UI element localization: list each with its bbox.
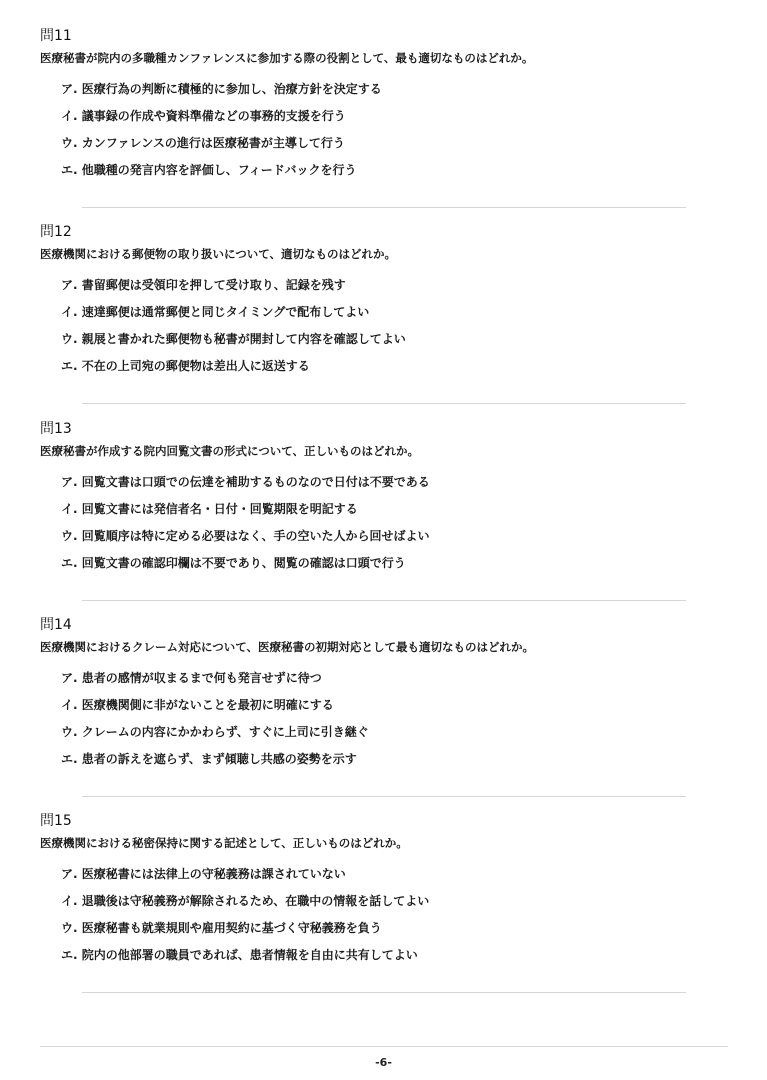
question-number: 問11: [40, 28, 72, 44]
option-a: ア. 回覧文書は口頭での伝達を補助するものなので日付は不要である: [61, 475, 430, 489]
option-e: エ. 院内の他部署の職員であれば、患者情報を自由に共有してよい: [61, 948, 418, 962]
option-a: ア. 医療行為の判断に積極的に参加し、治療方針を決定する: [61, 82, 382, 96]
option-i: イ. 議事録の作成や資料準備などの事務的支援を行う: [61, 109, 346, 123]
option-list: [40, 670, 730, 767]
question-11: [40, 27, 730, 178]
question-divider: [82, 207, 686, 208]
option-a: ア. 患者の感情が収まるまで何も発言せずに待つ: [61, 671, 322, 685]
option-i: イ. 退職後は守秘義務が解除されるため、在職中の情報を話してよい: [61, 894, 430, 908]
option-a: ア. 医療秘書には法律上の守秘義務は課されていない: [61, 867, 346, 881]
question-text: 医療秘書が院内の多職種カンファレンスに参加する際の役割として、最も適切なものはどれか。: [40, 51, 534, 65]
question-number: 問13: [40, 421, 72, 437]
option-u: ウ. クレームの内容にかかわらず、すぐに上司に引き継ぐ: [61, 725, 369, 739]
question-text: 医療秘書が作成する院内回覧文書の形式について、正しいものはどれか。: [40, 444, 420, 458]
option-e: エ. 他職種の発言内容を評価し、フィードバックを行う: [61, 163, 357, 177]
question-number: 問15: [40, 813, 72, 829]
question-text: 医療機関における郵便物の取り扱いについて、適切なものはどれか。: [40, 247, 397, 261]
option-u: ウ. 医療秘書も就業規則や雇用契約に基づく守秘義務を負う: [61, 921, 382, 935]
question-divider: [82, 796, 686, 797]
option-u: ウ. カンファレンスの進行は医療秘書が主導して行う: [61, 136, 345, 150]
question-divider: [82, 992, 686, 993]
page-number: -6-: [375, 1056, 392, 1069]
option-u: ウ. 回覧順序は特に定める必要はなく、手の空いた人から回せばよい: [61, 529, 430, 543]
question-12: [40, 223, 730, 374]
option-list: [40, 81, 730, 178]
question-text: 医療機関における秘密保持に関する記述として、正しいものはどれか。: [40, 836, 408, 850]
question-13: [40, 420, 730, 571]
option-e: エ. 患者の訴えを遮らず、まず傾聴し共感の姿勢を示す: [61, 752, 357, 766]
option-e: エ. 不在の上司宛の郵便物は差出人に返送する: [61, 359, 310, 373]
option-a: ア. 書留郵便は受領印を押して受け取り、記録を残す: [61, 278, 346, 292]
option-e: エ. 回覧文書の確認印欄は不要であり、閲覧の確認は口頭で行う: [61, 556, 406, 570]
option-list: [40, 474, 730, 571]
option-i: イ. 速達郵便は通常郵便と同じタイミングで配布してよい: [61, 305, 370, 319]
question-text: 医療機関におけるクレーム対応について、医療秘書の初期対応として最も適切なものはどれか。: [40, 640, 535, 654]
question-divider: [82, 600, 686, 601]
option-list: [40, 866, 730, 963]
option-i: イ. 回覧文書には発信者名・日付・回覧期限を明記する: [61, 502, 358, 516]
question-number: 問14: [40, 617, 72, 633]
question-14: [40, 616, 730, 767]
option-i: イ. 医療機関側に非がないことを最初に明確にする: [61, 698, 334, 712]
footer-divider: [40, 1046, 728, 1047]
question-divider: [82, 403, 686, 404]
question-15: [40, 812, 730, 963]
option-u: ウ. 親展と書かれた郵便物も秘書が開封して内容を確認してよい: [61, 332, 406, 346]
question-number: 問12: [40, 224, 72, 240]
option-list: [40, 277, 730, 374]
